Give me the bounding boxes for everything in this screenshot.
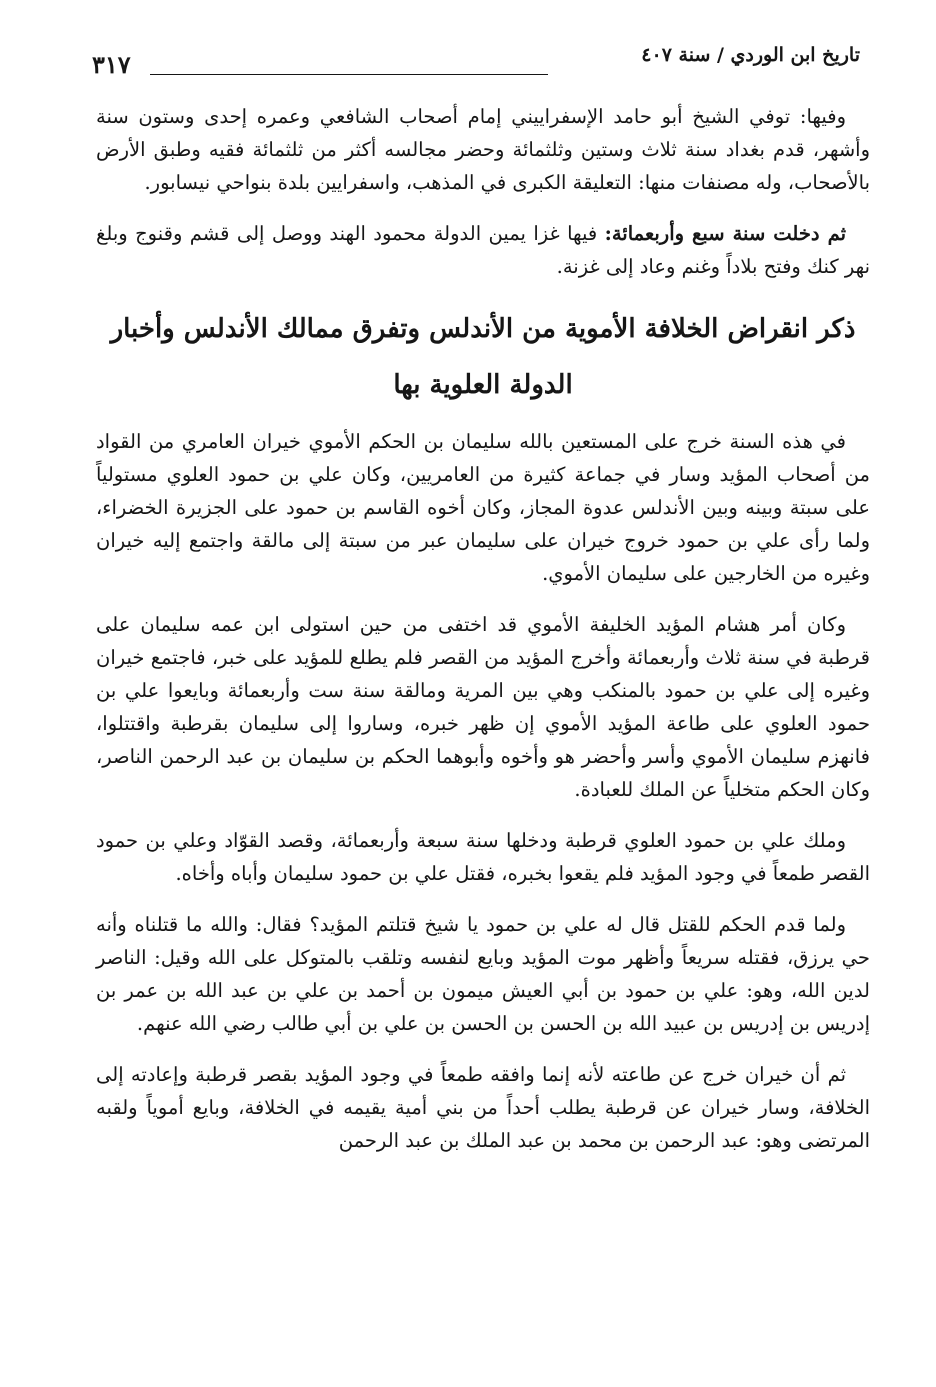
section-heading: ذكر انقراض الخلافة الأموية من الأندلس وتفرق ممالك الأندلس وأخبار الدولة العلوية بها <box>110 314 856 400</box>
section-paragraph: ولما قدم الحكم للقتل قال له علي بن حمود يا شيخ قتلتم المؤيد؟ فقال: والله ما قتلناه وأنه حي يرزق، فقتله سريعاً وأظهر موت المؤيد وبايع لنفسه وتلقب بالمتوكل على الله وقيل: الناصر لدين الله، وهو: علي بن حمود بن أبي العيش ميمون بن أحمد بن علي بن عبد الله بن عمر بن إدريس بن إدريس بن عبيد الله بن الحسن بن الحسن بن علي بن أبي طالب رضي الله عنهم. <box>96 913 870 1035</box>
paragraph-text: فيها غزا يمين الدولة محمود الهند ووصل إلى قشم وقنوج وبلغ نهر كنك وفتح بلاداً وغنم وعاد إلى غزنة. <box>96 222 870 278</box>
section-paragraph: وملك علي بن حمود العلوي قرطبة ودخلها سنة سبعة وأربعمائة، وقصد القوّاد وعلي بن حمود القصر طمعاً في وجود المؤيد فلم يقعوا بخبره، فقتل علي بن حمود سليمان وأباه وأخاه. <box>96 829 870 885</box>
section-paragraph: في هذه السنة خرج على المستعين بالله سليمان بن الحكم الأموي خيران العامري من القواد من أصحاب المؤيد وسار في جماعة كثيرة من العامريين، وكان علي بن حمود العلوي مستولياً على سبتة وبينه وبين الأندلس عدوة المجاز، وكان أخوه القاسم بن حمود على الجزيرة الخضراء، ولما رأى علي بن حمود خروج خيران على سليمان عبر من سبتة إلى مالقة واجتمع إليه خيران وغيره من الخارجين على سليمان الأموي. <box>96 430 870 585</box>
header-rule <box>150 74 548 75</box>
paragraph-lead: ثم دخلت سنة سبع وأربعمائة: <box>604 222 847 245</box>
page-body <box>96 100 870 1175</box>
running-header <box>92 44 860 84</box>
paragraph-year-407 <box>96 217 870 283</box>
paragraph-death-notice <box>96 100 870 199</box>
running-header-title: تاريخ ابن الوردي / سنة ٤٠٧ <box>641 44 860 66</box>
paragraph-text: وفيها: توفي الشيخ أبو حامد الإسفراييني إمام أصحاب الشافعي وعمره إحدى وستون سنة وأشهر، قدم بغداد سنة ثلاث وستين وثلثمائة وحضر مجالسه أكثر من ثلثمائة فقيه وطبق الأرض بالأصحاب، وله مصنفات منها: التعليقة الكبرى في المذهب، واسفرايين بلدة بنواحي نيسابور. <box>96 105 870 194</box>
page-number: ٣١٧ <box>92 50 131 79</box>
section-paragraph: ثم أن خيران خرج عن طاعته لأنه إنما وافقه طمعاً في وجود المؤيد بقصر قرطبة وإعادته إلى الخلافة، وسار خيران عن قرطبة يطلب أحداً من بني أمية يقيمه في الخلافة، وبايع أموياً ولقبه المرتضى وهو: عبد الرحمن بن محمد بن عبد الملك بن عبد الرحمن <box>96 1063 870 1152</box>
section-paragraph: وكان أمر هشام المؤيد الخليفة الأموي قد اختفى من حين استولى ابن عمه سليمان على قرطبة في سنة ثلاث وأربعمائة وأخرج المؤيد من القصر فلم يطلع للمؤيد على خبر، فاجتمع خيران وغيره إلى علي بن حمود بالمنكب وهي بين المرية ومالقة سنة ست وأربعمائة وبايعوا علي بن حمود العلوي على طاعة المؤيد الأموي إن ظهر خبره، وساروا إلى سليمان بقرطبة واقتتلوا، فانهزم سليمان الأموي وأسر وأحضر هو وأخوه وأبوهما الحكم بن سليمان بن عبد الرحمن الناصر، وكان الحكم متخلياً عن الملك للعبادة. <box>96 613 870 801</box>
